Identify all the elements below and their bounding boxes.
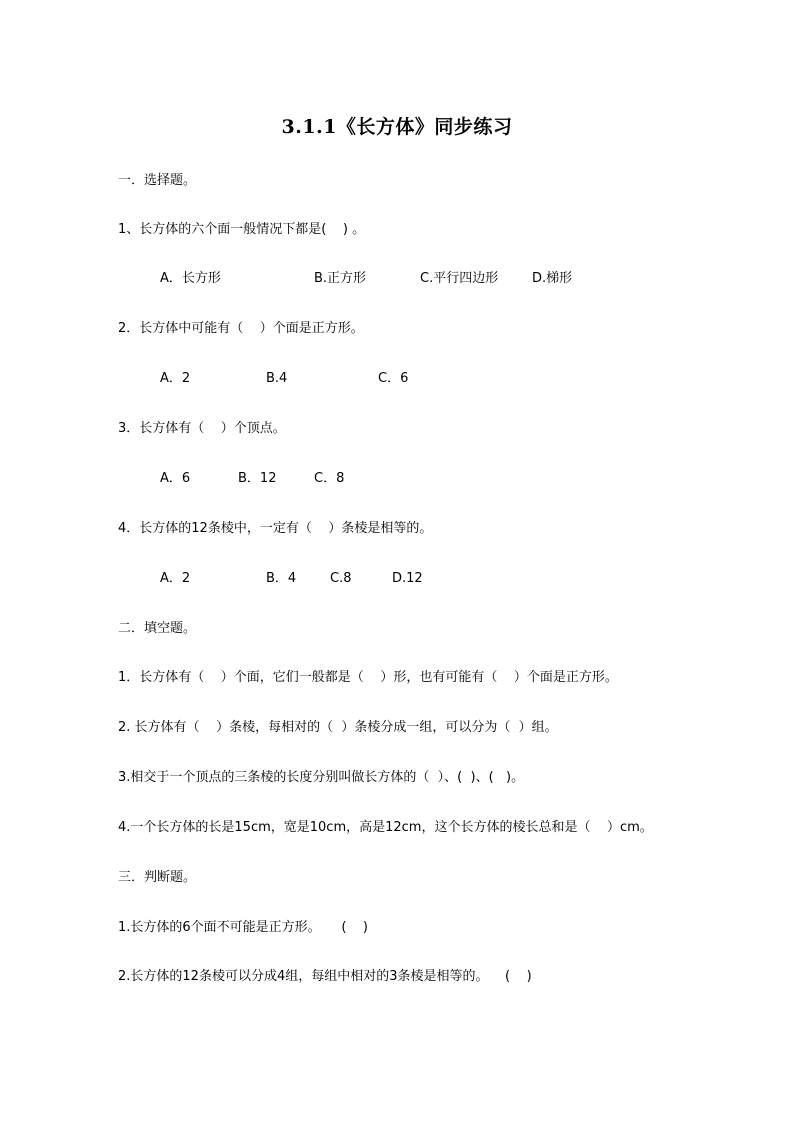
section1-heading: 一．选择题。: [118, 173, 197, 188]
q1-2-option-a: A．2: [160, 371, 191, 386]
question-1-2: 2．长方体中可能有（ ）个面是正方形。: [118, 321, 364, 336]
q1-1-option-b: B.正方形: [314, 271, 367, 286]
question-3-2: 2.长方体的12条棱可以分成4组，每组中相对的3条棱是相等的。 ( ): [118, 969, 532, 984]
question-1-4: 4．长方体的12条棱中，一定有（ ）条棱是相等的。: [118, 521, 433, 536]
q1-4-option-c: C.8: [330, 571, 352, 586]
question-1-1: 1、长方体的六个面一般情况下都是( ) 。: [118, 222, 366, 237]
section3-heading: 三．判断题。: [118, 870, 197, 885]
q1-3-option-b: B．12: [238, 471, 277, 486]
section2-heading: 二．填空题。: [118, 621, 197, 636]
question-1-3: 3．长方体有（ ）个顶点。: [118, 421, 286, 436]
question-2-3: 3.相交于一个顶点的三条棱的长度分别叫做长方体的（ ）、( )、( )。: [118, 770, 525, 785]
q1-2-option-b: B.4: [266, 371, 288, 386]
q1-4-option-a: A．2: [160, 571, 191, 586]
q1-1-option-a: A．长方形: [160, 271, 221, 286]
question-2-4: 4.一个长方体的长是15cm，宽是10cm，高是12cm，这个长方体的棱长总和是（ ）cm。: [118, 820, 653, 835]
q1-2-option-c: C．6: [378, 371, 409, 386]
q1-1-option-d: D.梯形: [532, 271, 573, 286]
page-title: 3.1.1《长方体》同步练习: [281, 116, 513, 138]
q1-3-option-c: C．8: [314, 471, 345, 486]
question-2-1: 1．长方体有（ ）个面，它们一般都是（ ）形，也有可能有（ ）个面是正方形。: [118, 670, 618, 685]
question-2-2: 2. 长方体有（ ）条棱，每相对的（ ）条棱分成一组，可以分为（ ）组。: [118, 720, 558, 735]
question-3-1: 1.长方体的6个面不可能是正方形。 ( ): [118, 920, 369, 935]
q1-4-option-d: D.12: [392, 571, 423, 586]
q1-3-option-a: A．6: [160, 471, 191, 486]
q1-1-option-c: C.平行四边形: [420, 271, 499, 286]
q1-4-option-b: B．4: [266, 571, 297, 586]
